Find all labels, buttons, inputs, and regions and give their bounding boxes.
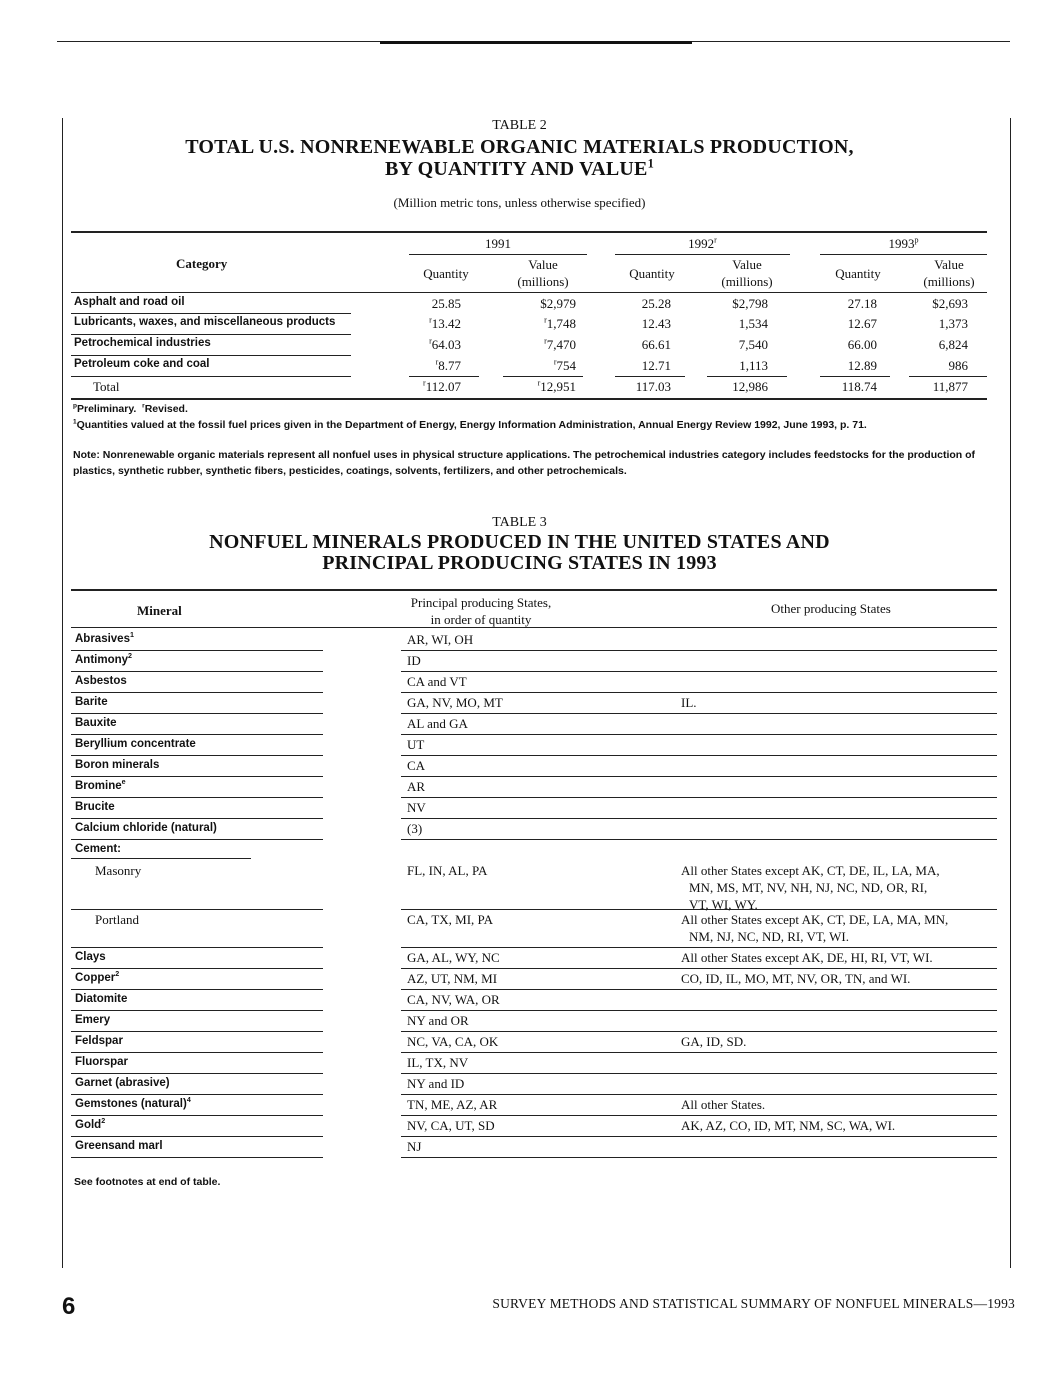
year-1993: 1993$^p$ bbox=[888, 235, 919, 251]
principal-states: NV bbox=[407, 800, 426, 815]
row-rule bbox=[71, 797, 323, 798]
sum-rule bbox=[909, 376, 987, 377]
row-rule bbox=[71, 1010, 323, 1011]
table-row-category: Petrochemical industries bbox=[74, 337, 211, 349]
row-rule bbox=[401, 1157, 997, 1158]
principal-states: NC, VA, CA, OK bbox=[407, 1034, 499, 1049]
row-rule bbox=[71, 1136, 323, 1137]
value-cell: 7,540 bbox=[738, 337, 768, 352]
value-cell: 1,373 bbox=[938, 316, 968, 331]
value-header-1993: Value (millions) bbox=[923, 257, 975, 289]
value-cell: $^r$1,748 bbox=[544, 315, 576, 331]
table-row-category: Lubricants, waxes, and miscellaneous products bbox=[74, 316, 336, 328]
mineral-name: Brucite bbox=[75, 801, 115, 813]
quantity-cell: 25.28 bbox=[641, 296, 671, 311]
table3-title-line1: NONFUEL MINERALS PRODUCED IN THE UNITED STATES AND bbox=[209, 531, 830, 553]
principal-states: AZ, UT, NM, MI bbox=[407, 971, 498, 986]
row-rule bbox=[71, 839, 323, 840]
principal-states: GA, AL, WY, NC bbox=[407, 950, 500, 965]
table2-footnote-p-r: $^p$Preliminary. $^r$Revised. bbox=[73, 402, 188, 415]
principal-states: GA, NV, MO, MT bbox=[407, 695, 503, 710]
mineral-name: Barite bbox=[75, 696, 108, 708]
row-rule bbox=[71, 909, 323, 910]
table2-subtitle: (Million metric tons, unless otherwise specified) bbox=[393, 195, 646, 210]
row-rule bbox=[401, 1115, 997, 1116]
mineral-name: Gold$^2$ bbox=[75, 1117, 106, 1131]
mineral-name: Beryllium concentrate bbox=[75, 738, 196, 750]
row-rule bbox=[71, 776, 323, 777]
value-cell: $^r$7,470 bbox=[544, 336, 576, 352]
row-rule bbox=[71, 713, 323, 714]
principal-states: TN, ME, AZ, AR bbox=[407, 1097, 498, 1112]
value-cell: $^r$754 bbox=[553, 357, 576, 373]
sum-rule bbox=[615, 376, 685, 377]
row-rule bbox=[71, 968, 323, 969]
year-1991-rule bbox=[409, 254, 587, 255]
principal-states: CA, NV, WA, OR bbox=[407, 992, 500, 1007]
row-rule bbox=[71, 313, 351, 314]
row-rule bbox=[71, 671, 323, 672]
quantity-cell: 118.74 bbox=[841, 379, 877, 394]
table2-top-rule bbox=[71, 231, 987, 233]
table2-note: Note: Nonrenewable organic materials represent all nonfuel uses in physical structure applications. The petrochemical industries category includes feedstocks for the production of plastics, synthetic rubber, synthetic fibers, pesticides, coatings, solvents, fertilizers, and other petrochemicals. bbox=[73, 449, 976, 477]
row-rule bbox=[401, 734, 997, 735]
quantity-cell: 12.89 bbox=[847, 358, 877, 373]
mineral-name: Greensand marl bbox=[75, 1140, 163, 1152]
quantity-cell: 27.18 bbox=[847, 296, 877, 311]
quantity-cell: 117.03 bbox=[635, 379, 671, 394]
principal-states: AR, WI, OH bbox=[407, 632, 474, 647]
row-rule bbox=[401, 671, 997, 672]
principal-states: (3) bbox=[407, 821, 423, 836]
value-cell: 6,824 bbox=[938, 337, 968, 352]
mineral-name: Masonry bbox=[95, 863, 142, 878]
quantity-cell: 12.71 bbox=[641, 358, 671, 373]
principal-states: CA and VT bbox=[407, 674, 467, 689]
row-rule bbox=[401, 1031, 997, 1032]
mineral-name: Calcium chloride (natural) bbox=[75, 822, 217, 834]
row-rule bbox=[71, 1094, 323, 1095]
quantity-cell: $^r$64.03 bbox=[429, 336, 461, 352]
mineral-name: Fluorspar bbox=[75, 1056, 129, 1068]
row-rule bbox=[401, 947, 997, 948]
mineral-name: Bromine$^e$ bbox=[75, 778, 126, 792]
mineral-name: Asbestos bbox=[75, 675, 127, 687]
other-states: All other States except AK, CT, DE, IL, LA, MA, MN, MS, MT, NV, NH, NJ, NC, ND, OR, RI, VT, WI, WY. bbox=[681, 863, 940, 912]
row-rule bbox=[401, 692, 997, 693]
principal-states: IL, TX, NV bbox=[407, 1055, 469, 1070]
principal-states: AL and GA bbox=[407, 716, 468, 731]
table2-title-line2: BY QUANTITY AND VALUE$^1$ bbox=[385, 156, 654, 180]
page-number: 6 bbox=[62, 1293, 76, 1320]
principal-states: NV, CA, UT, SD bbox=[407, 1118, 495, 1133]
row-rule bbox=[71, 947, 323, 948]
mineral-name: Feldspar bbox=[75, 1035, 123, 1047]
principal-states: ID bbox=[407, 653, 421, 668]
row-rule bbox=[71, 334, 351, 335]
year-1993-rule bbox=[820, 254, 987, 255]
mineral-header: Mineral bbox=[137, 603, 182, 618]
row-rule bbox=[71, 355, 351, 356]
principal-states: FL, IN, AL, PA bbox=[407, 863, 488, 878]
row-rule bbox=[401, 797, 997, 798]
principal-states: CA bbox=[407, 758, 426, 773]
value-cell: $2,693 bbox=[932, 296, 968, 311]
row-rule bbox=[71, 1115, 323, 1116]
row-rule bbox=[401, 818, 997, 819]
table3-header-rule bbox=[71, 627, 997, 628]
sum-rule bbox=[820, 376, 890, 377]
row-rule bbox=[401, 1073, 997, 1074]
sum-rule bbox=[409, 376, 479, 377]
top-rule-accent bbox=[380, 41, 692, 44]
row-rule bbox=[401, 1094, 997, 1095]
mineral-name: Portland bbox=[95, 912, 140, 927]
other-states: AK, AZ, CO, ID, MT, NM, SC, WA, WI. bbox=[681, 1118, 896, 1133]
other-header: Other producing States bbox=[771, 601, 891, 616]
sum-rule bbox=[707, 376, 787, 377]
principal-states: UT bbox=[407, 737, 425, 752]
row-rule bbox=[71, 1031, 323, 1032]
principal-states: NY and OR bbox=[407, 1013, 469, 1028]
quantity-cell: 66.61 bbox=[641, 337, 671, 352]
table2-title-line1: TOTAL U.S. NONRENEWABLE ORGANIC MATERIALS PRODUCTION, bbox=[185, 136, 854, 158]
mineral-name: Garnet (abrasive) bbox=[75, 1077, 170, 1089]
mineral-name: Emery bbox=[75, 1014, 111, 1026]
running-footer: SURVEY METHODS AND STATISTICAL SUMMARY OF NONFUEL MINERALS—1993 bbox=[492, 1296, 1015, 1311]
mineral-name: Boron minerals bbox=[75, 759, 160, 771]
value-cell: 1,534 bbox=[738, 316, 768, 331]
principal-header: Principal producing States, in order of quantity bbox=[410, 595, 552, 627]
row-rule bbox=[71, 755, 323, 756]
other-states: GA, ID, SD. bbox=[681, 1034, 747, 1049]
category-header: Category bbox=[176, 256, 228, 271]
quantity-cell: $^r$8.77 bbox=[435, 357, 461, 373]
table2-number: TABLE 2 bbox=[492, 118, 547, 133]
quantity-header-1991: Quantity bbox=[423, 266, 469, 281]
table2-bottom-rule bbox=[71, 398, 987, 400]
other-states: All other States. bbox=[681, 1097, 766, 1112]
other-states: IL. bbox=[681, 695, 697, 710]
mineral-name: Cement: bbox=[75, 843, 122, 855]
value-cell: 12,986 bbox=[732, 379, 768, 394]
row-rule bbox=[71, 650, 323, 651]
mineral-name: Abrasives$^1$ bbox=[75, 631, 134, 645]
row-rule bbox=[71, 692, 323, 693]
quantity-cell: 25.85 bbox=[431, 296, 461, 311]
row-rule bbox=[71, 989, 323, 990]
year-1991: 1991 bbox=[485, 236, 511, 251]
row-rule bbox=[71, 1052, 323, 1053]
quantity-cell: 66.00 bbox=[847, 337, 877, 352]
row-rule bbox=[71, 1157, 323, 1158]
row-rule bbox=[71, 1073, 323, 1074]
table2-footnote-1: $^1$Quantities valued at the fossil fuel prices given in the Department of Energy, Energy Information Administration, Annual Energy Review 1992, June 1993, p. 71. bbox=[73, 418, 867, 431]
row-rule bbox=[71, 818, 323, 819]
row-rule bbox=[401, 968, 997, 969]
row-rule bbox=[401, 989, 997, 990]
left-margin-rule bbox=[62, 118, 63, 1268]
row-rule bbox=[401, 1052, 997, 1053]
value-cell: $^r$12,951 bbox=[537, 378, 576, 394]
quantity-header-1993: Quantity bbox=[835, 266, 881, 281]
quantity-cell: 12.43 bbox=[641, 316, 671, 331]
quantity-cell: $^r$112.07 bbox=[423, 378, 461, 394]
right-margin-rule bbox=[1010, 118, 1011, 1268]
table3-top-rule bbox=[71, 589, 997, 591]
row-rule bbox=[401, 755, 997, 756]
table-row-category: Petroleum coke and coal bbox=[74, 358, 210, 370]
table3-number: TABLE 3 bbox=[492, 515, 547, 530]
table3-title-line2: PRINCIPAL PRODUCING STATES IN 1993 bbox=[322, 552, 717, 574]
mineral-name: Bauxite bbox=[75, 717, 117, 729]
year-1992-rule bbox=[615, 254, 790, 255]
principal-states: NJ bbox=[407, 1139, 422, 1154]
row-rule bbox=[401, 650, 997, 651]
principal-states: CA, TX, MI, PA bbox=[407, 912, 493, 927]
mineral-name: Diatomite bbox=[75, 993, 128, 1005]
value-cell: $2,798 bbox=[732, 296, 768, 311]
table3-footnote: See footnotes at end of table. bbox=[74, 1176, 221, 1188]
value-header-1991: Value (millions) bbox=[517, 257, 569, 289]
quantity-cell: 12.67 bbox=[847, 316, 877, 331]
quantity-cell: $^r$13.42 bbox=[429, 315, 461, 331]
principal-states: AR bbox=[407, 779, 426, 794]
value-cell: 1,113 bbox=[739, 358, 768, 373]
row-rule bbox=[71, 858, 251, 859]
year-1992: 1992$^r$ bbox=[688, 235, 717, 251]
total-label: Total bbox=[93, 379, 120, 394]
row-rule bbox=[71, 376, 351, 377]
table2-header-rule bbox=[71, 292, 987, 293]
quantity-header-1992: Quantity bbox=[629, 266, 675, 281]
row-rule bbox=[401, 1136, 997, 1137]
row-rule bbox=[401, 909, 997, 910]
value-cell: $2,979 bbox=[540, 296, 576, 311]
value-cell: 11,877 bbox=[932, 379, 968, 394]
row-rule bbox=[401, 839, 997, 840]
sum-rule bbox=[503, 376, 583, 377]
row-rule bbox=[401, 1010, 997, 1011]
principal-states: NY and ID bbox=[407, 1076, 465, 1091]
row-rule bbox=[401, 713, 997, 714]
value-header-1992: Value (millions) bbox=[721, 257, 773, 289]
other-states: CO, ID, IL, MO, MT, NV, OR, TN, and WI. bbox=[681, 971, 911, 986]
mineral-name: Gemstones (natural)$^4$ bbox=[75, 1096, 191, 1110]
mineral-name: Antimony$^2$ bbox=[75, 652, 132, 666]
mineral-name: Clays bbox=[75, 951, 106, 963]
table-row-category: Asphalt and road oil bbox=[74, 296, 185, 308]
other-states: All other States except AK, CT, DE, LA, MA, MN, NM, NJ, NC, ND, RI, VT, WI. bbox=[681, 912, 949, 944]
row-rule bbox=[71, 734, 323, 735]
footnote-marker: 1 bbox=[647, 156, 654, 171]
value-cell: 986 bbox=[948, 358, 968, 373]
mineral-name: Copper$^2$ bbox=[75, 970, 120, 984]
other-states: All other States except AK, DE, HI, RI, VT, WI. bbox=[681, 950, 933, 965]
row-rule bbox=[401, 776, 997, 777]
